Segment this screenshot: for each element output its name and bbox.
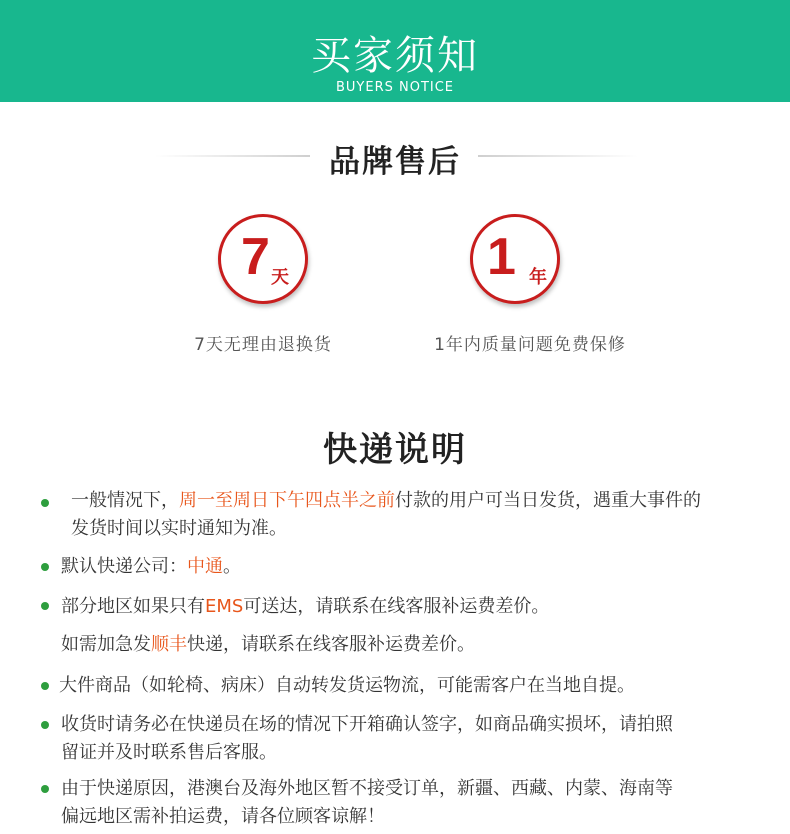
buyers-notice-banner: [0, 0, 790, 102]
brand-aftersales-heading: 品牌售后: [329, 144, 461, 180]
item-text: 大件商品（如轮椅、病床）自动转发货运物流，可能需客户在当地自提。: [59, 675, 635, 696]
banner-title: 买家须知: [311, 33, 479, 79]
bullet-icon: [41, 682, 49, 690]
item-text-continued: 偏远地区需补拍运费，请各位顾客谅解！: [61, 806, 385, 827]
badge-unit: 天: [271, 267, 289, 288]
delivery-notes-heading: 快递说明: [323, 430, 467, 470]
badge-number: 1: [487, 228, 516, 286]
one-year-warranty-badge: [470, 214, 560, 304]
item-text-continued: 如需加急发顺丰快递，请联系在线客服补运费差价。: [61, 634, 475, 655]
bullet-icon: [41, 785, 49, 793]
item-text: 由于快递原因，港澳台及海外地区暂不接受订单，新疆、西藏、内蒙、海南等: [61, 778, 673, 799]
item-highlight: 顺丰: [151, 634, 187, 655]
item-highlight: EMS: [205, 596, 244, 617]
item-highlight: 中通: [187, 556, 223, 577]
seven-day-return-badge: [218, 214, 308, 304]
item-text: 默认快递公司：中通。: [61, 556, 241, 577]
badge-number: 7: [241, 228, 270, 286]
item-highlight: 周一至周日下午四点半之前: [179, 490, 395, 511]
item-text: 一般情况下，周一至周日下午四点半之前付款的用户可当日发货，遇重大事件的: [71, 490, 701, 511]
banner-subtitle: BUYERS NOTICE: [335, 80, 455, 95]
badge-caption-return: 7天无理由退换货: [194, 335, 332, 355]
bullet-icon: [41, 602, 49, 610]
badge-unit: 年: [529, 267, 547, 288]
item-text: 收货时请务必在快递员在场的情况下开箱确认签字，如商品确实损坏，请拍照: [61, 714, 673, 735]
item-text-continued: 发货时间以实时通知为准。: [71, 518, 287, 539]
item-text-continued: 留证并及时联系售后客服。: [61, 742, 277, 763]
bullet-icon: [41, 721, 49, 729]
item-text: 部分地区如果只有EMS可送达，请联系在线客服补运费差价。: [61, 596, 550, 617]
bullet-icon: [41, 499, 49, 507]
badge-caption-warranty: 1年内质量问题免费保修: [434, 335, 626, 355]
heading-divider-right: [478, 155, 638, 157]
bullet-icon: [41, 563, 49, 571]
